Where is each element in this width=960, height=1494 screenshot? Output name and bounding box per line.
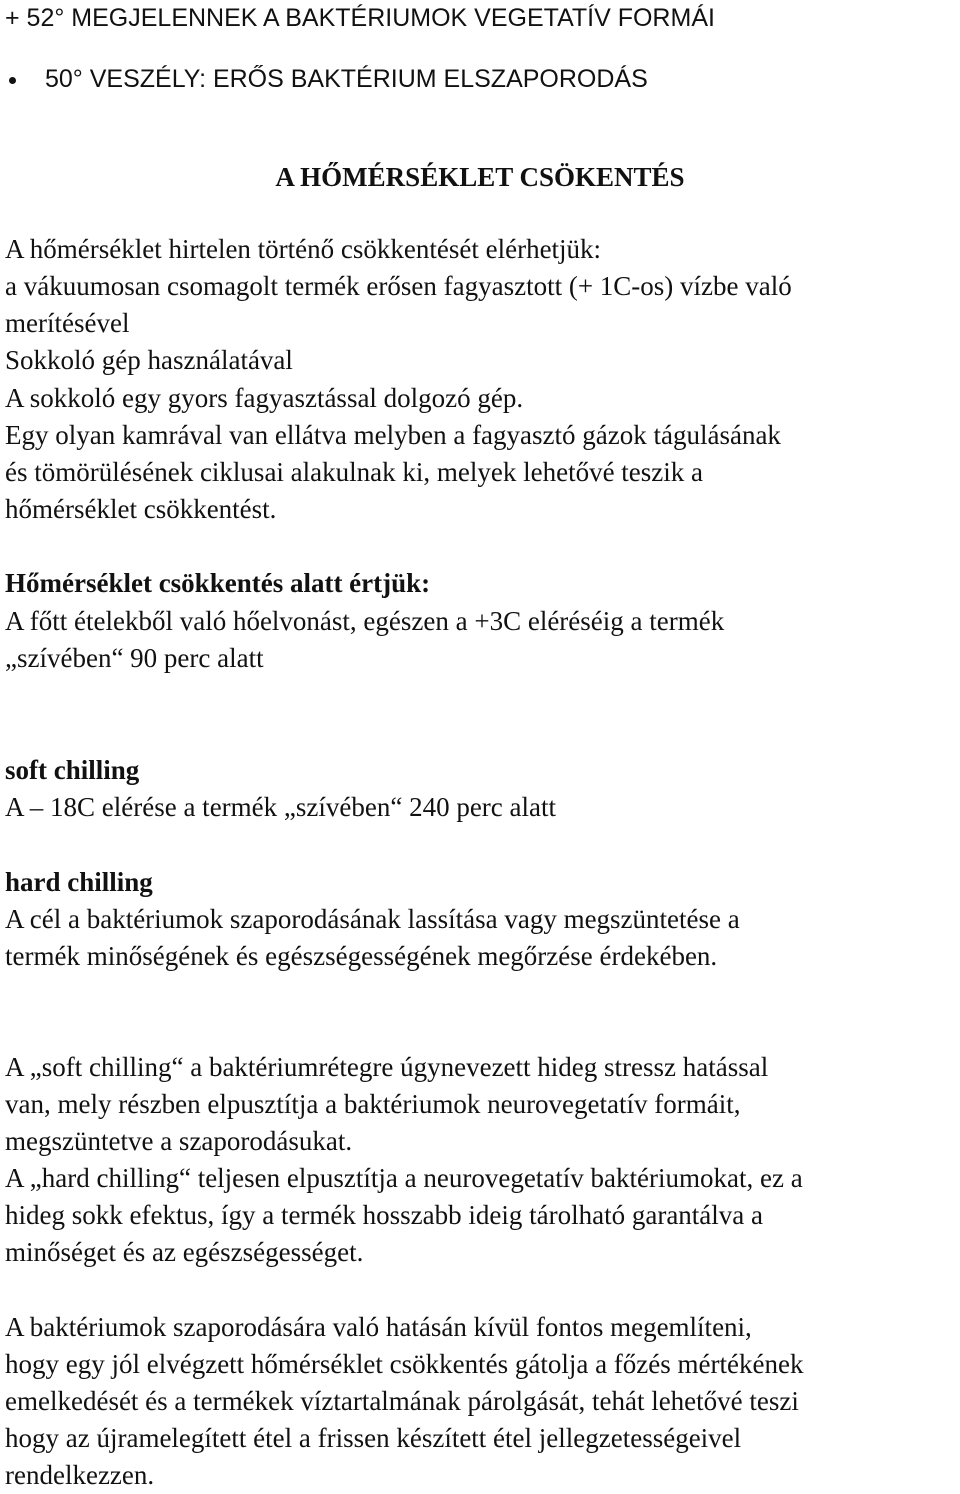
paragraph-line: és tömörülésének ciklusai alakulnak ki, melyek lehetővé teszik a	[5, 457, 704, 487]
paragraph-line: rendelkezzen.	[5, 1460, 155, 1490]
paragraph-line: hideg sokk efektus, így a termék hosszabb ideig tárolható garantálva a	[5, 1200, 764, 1230]
definition-title: Hőmérséklet csökkentés alatt értjük:	[5, 568, 431, 598]
paragraph-line: Sokkoló gép használatával	[5, 345, 293, 375]
paragraph-line: hogy az újramelegített étel a frissen készített étel jellegzetességeivel	[5, 1423, 742, 1453]
hard-chilling-title: hard chilling	[5, 867, 153, 897]
paragraph-line: megszüntetve a szaporodásukat.	[5, 1126, 353, 1156]
paragraph-line: A „soft chilling“ a baktériumrétegre úgynevezett hideg stressz hatással	[5, 1052, 769, 1082]
list-item-52-degrees: + 52° MEGJELENNEK A BAKTÉRIUMOK VEGETATÍV FORMÁI	[5, 4, 715, 32]
bullet-icon	[9, 77, 16, 84]
paragraph-line: A „hard chilling“ teljesen elpusztítja a neurovegetatív baktériumokat, ez a	[5, 1163, 803, 1193]
paragraph-line: A – 18C elérése a termék „szívében“ 240 perc alatt	[5, 792, 557, 822]
paragraph-line: A sokkoló egy gyors fagyasztással dolgozó gép.	[5, 383, 524, 413]
paragraph-line: minőséget és az egészségességet.	[5, 1237, 364, 1267]
paragraph-line: A hőmérséklet hirtelen történő csökkentését elérhetjük:	[5, 234, 602, 264]
paragraph-line: A cél a baktériumok szaporodásának lassítása vagy megszüntetése a	[5, 904, 740, 934]
paragraph-line: A főtt ételekből való hőelvonást, egészen a +3C eléréséig a termék	[5, 606, 725, 636]
paragraph-line: hőmérséklet csökkentést.	[5, 494, 277, 524]
paragraph-line: A baktériumok szaporodására való hatásán kívül fontos megemlíteni,	[5, 1312, 752, 1342]
paragraph-line: „szívében“ 90 perc alatt	[5, 643, 264, 673]
paragraph-line: van, mely részben elpusztítja a baktériumok neurovegetatív formáit,	[5, 1089, 741, 1119]
paragraph-line: emelkedését és a termékek víztartalmának párolgását, tehát lehetővé teszi	[5, 1386, 799, 1416]
paragraph-line: termék minőségének és egészségességének megőrzése érdekében.	[5, 941, 718, 971]
section-heading: A HŐMÉRSÉKLET CSÖKENTÉS	[275, 162, 685, 192]
list-item-50-degrees: 50° VESZÉLY: ERŐS BAKTÉRIUM ELSZAPORODÁS	[45, 65, 648, 93]
paragraph-line: Egy olyan kamrával van ellátva melyben a fagyasztó gázok tágulásának	[5, 420, 781, 450]
paragraph-line: hogy egy jól elvégzett hőmérséklet csökkentés gátolja a főzés mértékének	[5, 1349, 804, 1379]
paragraph-line: a vákuumosan csomagolt termék erősen fagyasztott (+ 1C-os) vízbe való	[5, 271, 792, 301]
paragraph-line: merítésével	[5, 308, 130, 338]
soft-chilling-title: soft chilling	[5, 755, 140, 785]
